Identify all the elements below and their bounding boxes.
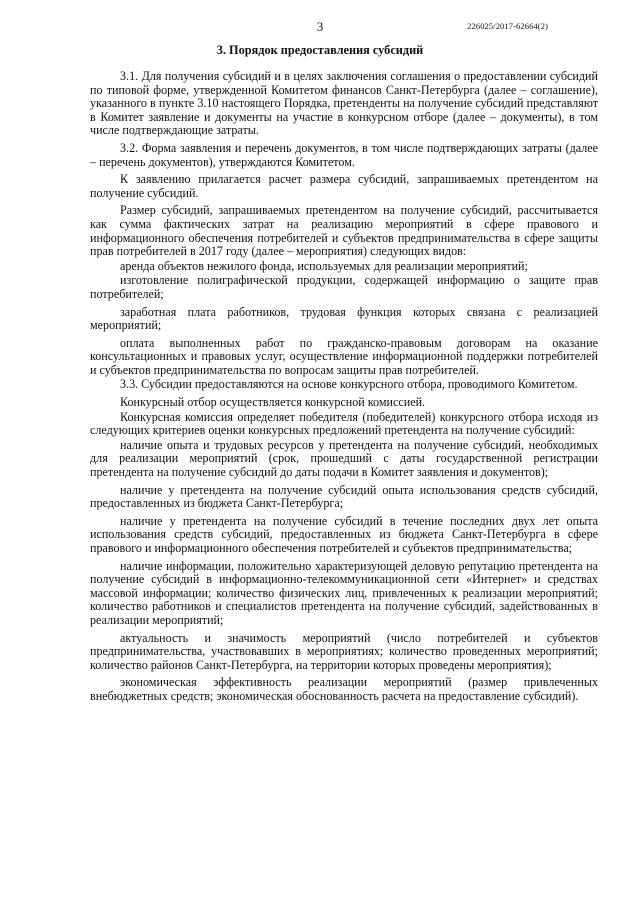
list-item-printing: изготовление полиграфической продукции, содержащей информацию о защите прав потребителей; bbox=[90, 273, 598, 301]
paragraph-commission: Конкурсный отбор осуществляется конкурсной комиссией. bbox=[120, 395, 426, 410]
paragraph-3-2: 3.2. Форма заявления и перечень документов, в том числе подтверждающих затраты (далее – перечень документов), утверждаются Комитетом. bbox=[90, 140, 598, 169]
list-item-salary: заработная плата работников, трудовая функция которых связана с реализацией мероприятий; bbox=[90, 304, 598, 333]
list-item-rent: аренда объектов нежилого фонда, используемых для реализации мероприятий; bbox=[120, 258, 528, 273]
criterion-subsidy-experience: наличие у претендента на получение субсидий опыта использования средств субсидий, предоставленных из бюджета Санкт-Петербурга; bbox=[90, 482, 598, 511]
criterion-experience: наличие опыта и трудовых ресурсов у претендента на получение субсидий, необходимых для реализации мероприятий (срок, прошедший с даты государственной регистрации претендента на получение субсидий до даты подачи в Комитет заявления и документов); bbox=[90, 437, 598, 480]
section-title: 3. Порядок предоставления субсидий bbox=[216, 43, 424, 57]
criterion-reputation: наличие информации, положительно характеризующей деловую репутацию претендента на получение субсидий в информационно-телекоммуникационной сети «Интернет» и средствах массовой информации; количество физических лиц, привлеченных к реализации мероприятий; количество работников и специалистов претендента на получение субсидий, задействованных в реализации мероприятий; bbox=[90, 558, 598, 627]
criterion-efficiency: экономическая эффективность реализации мероприятий (размер привлеченных внебюджетных средств; экономическая обоснованность расчета на предоставление субсидий). bbox=[90, 675, 598, 703]
document-registration-code: 226025/2017-62664(2) bbox=[467, 21, 548, 31]
paragraph-criteria-intro: Конкурсная комиссия определяет победителя (победителей) конкурсного отбора исходя из следующих критериев оценки конкурсных предложений претендента на получение субсидий: bbox=[90, 409, 598, 438]
list-item-contract-works: оплата выполненных работ по гражданско-правовым договорам на оказание консультационных и правовых услуг, осуществление информационной поддержки потребителей и субъектов предпринимательства по вопросам защиты прав потребителей. bbox=[90, 335, 598, 377]
paragraph-3-1: 3.1. Для получения субсидий и в целях заключения соглашения о предоставлении субсидий по типовой форме, утвержденной Комитетом финансов Санкт-Петербурга (далее – соглашение), указанного в пункте 3.10 настоящего Порядка, претенденты на получение субсидий представляют в Комитет заявление и документы на участие в конкурсном отборе (далее – документы), в том числе подтверждающие затраты. bbox=[90, 69, 598, 138]
paragraph-calculation-attachment: К заявлению прилагается расчет размера субсидий, запрашиваемых претендентом на получение субсидий. bbox=[90, 172, 598, 200]
criterion-relevance: актуальность и значимость мероприятий (число потребителей и субъектов предпринимательства, участвовавших в мероприятиях; количество проведенных мероприятий; количество районов Санкт-Петербурга, на территории которых проведены мероприятия); bbox=[90, 630, 598, 672]
document-body bbox=[90, 70, 598, 708]
page-number: 3 bbox=[316, 19, 324, 34]
criterion-recent-experience: наличие у претендента на получение субсидий в течение последних двух лет опыта использования средств субсидий, предоставленных из бюджета Санкт-Петербурга в сфере правового и информационного обеспечения потребителей и субъектов предпринимательства; bbox=[90, 513, 598, 555]
paragraph-subsidy-amount: Размер субсидий, запрашиваемых претендентом на получение субсидий, рассчитывается как сумма фактических затрат на реализацию мероприятий в сфере правового и информационного обеспечения потребителей и субъектов предпринимательства в сфере защиты прав потребителей в 2017 году (далее – мероприятия) следующих видов: bbox=[90, 203, 598, 259]
paragraph-3-3: 3.3. Субсидии предоставляются на основе конкурсного отбора, проводимого Комитетом. bbox=[120, 377, 578, 392]
